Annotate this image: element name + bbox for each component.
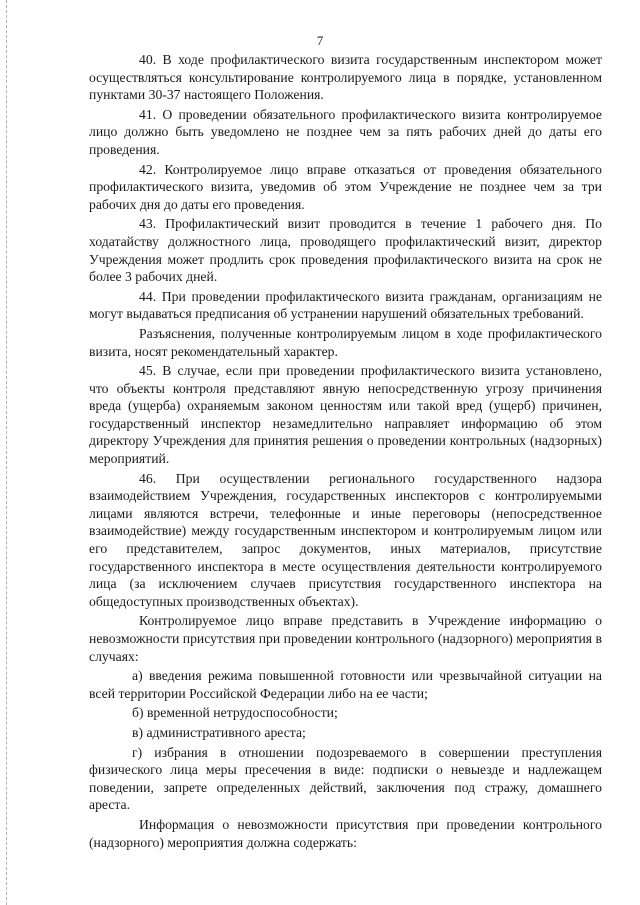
paragraph-46: 46. При осуществлении регионального государственного надзора взаимодействием Учреждения, государственных инспекторов с контролируемыми лицами являются встречи, телефонные и иные переговоры (непосредственное взаимодействие) между государственным инспектором и контролируемым лицом или его представителем, запрос документов, иных материалов, присутствие государственного инспектора в месте осуществления деятельности контролируемого лица (за исключением случаев присутствия государственного инспектора на общедоступных производственных объектах). xyxy=(89,470,602,609)
page-left-edge xyxy=(6,0,8,905)
paragraph-44: 44. При проведении профилактического визита гражданам, организациям не могут выдаваться предписания об устранении нарушений обязательных требований. xyxy=(89,288,602,322)
paragraph-40: 40. В ходе профилактического визита государственным инспектором может осуществляться консультирование контролируемого лица в порядке, установленном пунктами 30-37 настоящего Положения. xyxy=(89,52,602,103)
paragraph-info-contents: Информация о невозможности присутствия при проведении контрольного (надзорного) мероприятия должна содержать: xyxy=(89,816,602,850)
paragraph-42: 42. Контролируемое лицо вправе отказаться от проведения обязательного профилактического визита, уведомив об этом Учреждение не позднее чем за три рабочих дня до даты его проведения. xyxy=(89,161,602,212)
paragraph-clarifications: Разъяснения, полученные контролируемым лицом в ходе профилактического визита, носят рекомендательный характер. xyxy=(89,325,602,359)
list-item-g: г) избрания в отношении подозреваемого в совершении преступления физического лица меры пресечения в виде: подписки о невыезде и надлежащем поведении, запрете определенных действий, заключения под стражу, домашнего ареста. xyxy=(89,744,602,813)
page-number: 7 xyxy=(316,33,324,48)
list-item-a: а) введения режима повышенной готовности или чрезвычайной ситуации на всей территории Российской Федерации либо на ее части; xyxy=(89,668,602,701)
paragraph-43: 43. Профилактический визит проводится в течение 1 рабочего дня. По ходатайству должностного лица, проводящего профилактический визит, директор Учреждения может продлить срок проведения профилактического визита на срок не более 3 рабочих дней. xyxy=(89,216,602,285)
paragraph-absence-info: Контролируемое лицо вправе представить в Учреждение информацию о невозможности присутствия при проведении контрольного (надзорного) мероприятия в случаях: xyxy=(89,613,602,664)
document-body xyxy=(89,51,602,853)
paragraph-45: 45. В случае, если при проведении профилактического визита установлено, что объекты контроля представляют явную непосредственную угрозу причинения вреда (ущерба) охраняемым законом ценностям или такой вред (ущерб) причинен, государственный инспектор незамедлительно направляет информацию об этом директору Учреждения для принятия решения о проведении контрольных (надзорных) мероприятий. xyxy=(89,363,602,467)
paragraph-41: 41. О проведении обязательного профилактического визита контролируемое лицо должно быть уведомлено не позднее чем за пять рабочих дней до даты его проведения. xyxy=(89,106,602,157)
list-item-b: б) временной нетрудоспособности; xyxy=(132,705,338,721)
list-item-v: в) административного ареста; xyxy=(132,724,306,740)
